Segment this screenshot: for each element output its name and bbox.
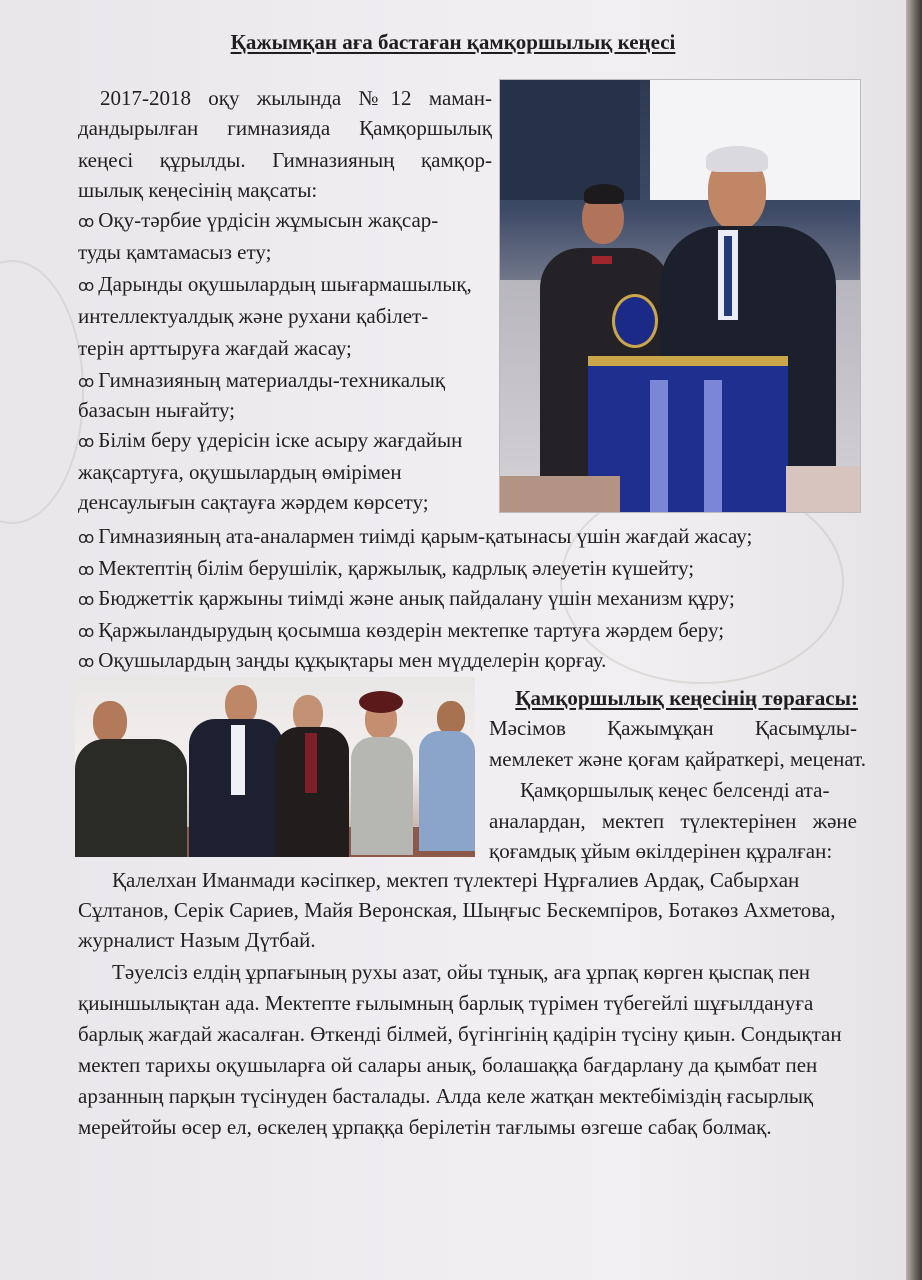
intro-line: шылық кеңесінің мақсаты:: [78, 178, 318, 202]
intro-line: кеңесі құрылды. Гимназияның қамқор-: [78, 148, 492, 172]
bullet-marker-icon: ꝏ: [78, 622, 91, 641]
goal-item: ꝏ Мектептің білім берушілік, қаржылық, кадрлық әлеуетін күшейту;: [78, 556, 695, 580]
bullet-marker-icon: ꝏ: [78, 590, 91, 609]
goal-continuation: туды қамтамасыз ету;: [78, 240, 272, 264]
intro-line: 2017-2018 оқу жылында №12 маман-: [100, 86, 492, 110]
bullet-marker-icon: ꝏ: [78, 276, 91, 295]
members-line: журналист Назым Дүтбай.: [78, 928, 316, 952]
chairman-line: Мәсімов Қажымұқан Қасымұлы-: [489, 716, 857, 740]
closing-line: арзанның парқын түсінуден басталады. Алда келе жатқан мектебіміздің ғасырлық: [78, 1084, 814, 1108]
closing-line: Тәуелсіз елдің ұрпағының рухы азат, ойы тұнық, аға ұрпақ көрген қыспақ пен: [112, 960, 811, 984]
bullet-marker-icon: ꝏ: [78, 212, 91, 231]
goal-continuation: денсаулығын сақтауға жәрдем көрсету;: [78, 490, 429, 514]
closing-line: қиыншылықтан ада. Мектепте ғылымның барлық түрімен түбегейлі шұғылдануға: [78, 991, 814, 1015]
closing-line: мерейтойы өсер ел, өскелең ұрпаққа берілетін тағлымы өзгеше сабақ болмақ.: [78, 1115, 772, 1139]
goal-continuation: интеллектуалдық және рухани қабілет-: [78, 304, 429, 328]
goal-item: ꝏ Оқу-тәрбие үрдісін жұмысын жақсар-: [78, 208, 439, 232]
goal-continuation: базасын нығайту;: [78, 398, 236, 422]
page-title: Қажымқан аға бастаған қамқоршылық кеңесі: [230, 30, 676, 54]
members-line: Қалелхан Иманмади кәсіпкер, мектеп түлектері Нұрғалиев Ардақ, Сабырхан: [112, 868, 800, 892]
bullet-marker-icon: ꝏ: [78, 528, 91, 547]
bullet-marker-icon: ꝏ: [78, 652, 91, 671]
chairman-line: қоғамдық ұйым өкілдерінен құралған:: [489, 839, 833, 863]
goal-item: ꝏ Бюджеттік қаржыны тиімді және анық пайдалану үшін механизм құру;: [78, 586, 735, 610]
chairman-line: мемлекет және қоғам қайраткері, меценат.: [489, 747, 867, 771]
bullet-marker-icon: ꝏ: [78, 560, 91, 579]
members-line: Сұлтанов, Серік Сариев, Майя Веронская, Шыңғыс Бескемпіров, Ботакөз Ахметова,: [78, 898, 836, 922]
goal-continuation: терін арттыруға жағдай жасау;: [78, 336, 352, 360]
photo-council-members: [75, 677, 475, 857]
goal-item: ꝏ Қаржыландырудың қосымша көздерін мектепке тартуға жәрдем беру;: [78, 618, 725, 642]
goal-item: ꝏ Дарынды оқушылардың шығармашылық,: [78, 272, 472, 296]
photo-speaker-at-podium: [500, 80, 860, 512]
background-ornament: [0, 260, 84, 524]
goal-item: ꝏ Гимназияның ата-аналармен тиімді қарым-қатынасы үшін жағдай жасау;: [78, 524, 753, 548]
chairman-line: Қамқоршылық кеңес белсенді ата-: [520, 778, 830, 802]
goal-item: ꝏ Гимназияның материалды-техникалық: [78, 368, 446, 392]
book-page-edge: [906, 0, 922, 1280]
goal-continuation: жақсартуға, оқушылардың өмірімен: [78, 460, 402, 484]
bullet-marker-icon: ꝏ: [78, 372, 91, 391]
closing-line: мектеп тарихы оқушыларға ой салары анық, болашаққа бағдарлану да қымбат пен: [78, 1053, 818, 1077]
goal-item: ꝏ Оқушылардың заңды құқықтары мен мүдделерін қорғау.: [78, 648, 607, 672]
intro-line: дандырылған гимназияда Қамқоршылық: [78, 116, 492, 140]
bullet-marker-icon: ꝏ: [78, 432, 91, 451]
closing-line: барлық жағдай жасалған. Өткенді білмей, бүгінгінің қадірін түсіну қиын. Сондықтан: [78, 1022, 842, 1046]
chairman-line: аналардан, мектеп түлектерінен және: [489, 809, 857, 833]
chairman-heading: Қамқоршылық кеңесінің төрағасы:: [515, 686, 858, 710]
goal-item: ꝏ Білім беру үдерісін іске асыру жағдайын: [78, 428, 463, 452]
